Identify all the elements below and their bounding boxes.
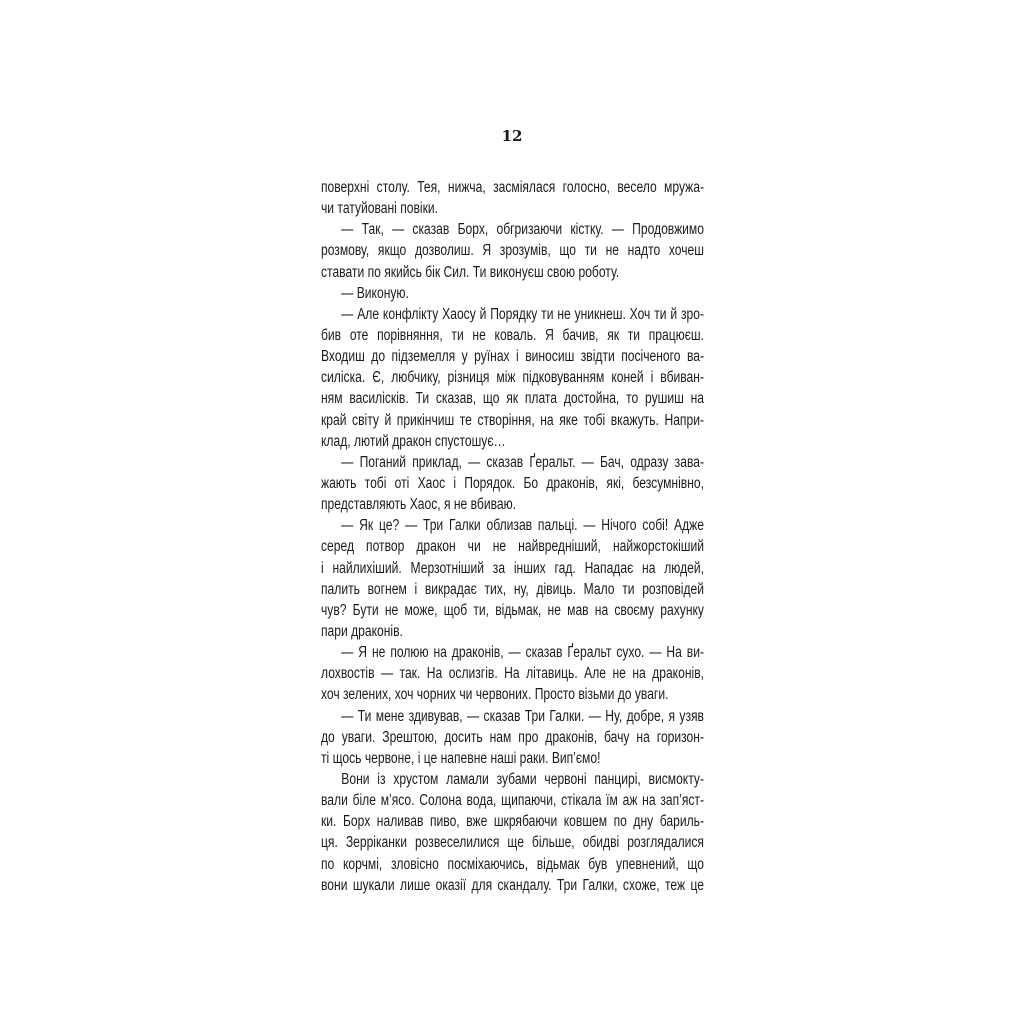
text-line: поверхні столу. Тея, нижча, засміялася голосно, весело мружа-	[321, 179, 704, 196]
text-line: лохвостів — так. На ослизгів. На літавиць. Але не на драконів,	[321, 665, 704, 683]
text-line: до уваги. Зрештою, досить нам про драконів, бачу на горизон-	[321, 728, 704, 746]
text-line: Вони із хрустом ламали зубами червоні панцирі, висмокту-	[341, 770, 704, 788]
text-line: пари драконів.	[321, 622, 403, 640]
text-line: представляють Хаос, я не вбиваю.	[321, 496, 517, 514]
text-line: чи татуйовані повіки.	[321, 200, 438, 218]
text-line: серед потвор дракон чи не найвредніший, найжорстокіший	[321, 538, 704, 556]
text-line: Входиш до підземелля у руїнах і виносиш звідти посіченого ва-	[321, 348, 704, 366]
text-line: силіска. Є, любчику, різниця між підковуванням коней і вбиван-	[321, 369, 704, 387]
text-line: ця. Зерріканки розвеселилися ще більше, обидві розглядалися	[321, 834, 704, 852]
text-line: — Але конфлікту Хаосу й Порядку ти не уникнеш. Хоч ти й зро-	[341, 305, 704, 323]
text-line: вали біле м’ясо. Солона вода, щипаючи, стікала їм аж на зап’яст-	[321, 792, 704, 810]
text-line: чув? Бути не може, щоб ти, відьмак, не мав на своєму рахунку	[321, 601, 704, 619]
text-line: вони шукали лише оказії для скандалу. Три Галки, схоже, теж це	[321, 876, 704, 894]
text-line: бив оте порівняння, ти не коваль. Я бачив, як ти працюєш.	[321, 326, 704, 344]
text-line: — Виконую.	[341, 284, 409, 302]
text-line: край світу й прикінчиш те створіння, на яке тобі вкажуть. Напри-	[321, 411, 704, 429]
text-line: палить вогнем і викрадає тих, ну, дівиць. Мало ти розповідей	[321, 580, 704, 598]
text-line: ставати по якийсь бік Сил. Ти виконуєш свою роботу.	[321, 263, 620, 281]
text-line: — Ти мене здивував, — сказав Три Галки. — Ну, добре, я узяв	[341, 707, 704, 725]
text-line: — Поганий приклад, — сказав Ґеральт. — Бач, одразу зава-	[341, 453, 704, 471]
text-line: — Як це? — Три Галки облизав пальці. — Нічого собі! Адже	[341, 517, 704, 535]
text-line: ням василісків. Ти сказав, що як плата достойна, то рушиш на	[321, 390, 704, 408]
text-line: — Я не полюю на драконів, — сказав Ґеральт сухо. — На ви-	[341, 644, 704, 662]
text-line: розмову, якщо дозволиш. Я зрозумів, що ти не надто хочеш	[321, 242, 704, 260]
body-text	[321, 177, 704, 896]
text-line: і найлихіший. Мерзотніший за інших гад. Нападає на людей,	[321, 559, 704, 577]
page-number: 12	[501, 127, 523, 145]
text-line: ки. Борх наливав пиво, вже шкрябаючи ковшем по дну бариль-	[321, 813, 704, 831]
text-line: жають тобі оті Хаос і Порядок. Бо драконів, які, безсумнівно,	[321, 474, 704, 492]
text-line: ті щось червоне, і це напевне наші раки. Вип’ємо!	[321, 749, 601, 767]
text-line: хоч зелених, хоч чорних чи червоних. Просто візьми до уваги.	[321, 686, 669, 704]
text-line: по корчмі, зловісно посміхаючись, відьмак був упевнений, що	[321, 855, 704, 873]
text-line: — Так, — сказав Борх, обгризаючи кістку. — Продовжимо	[341, 221, 704, 239]
text-line: клад, лютий дракон спустошує…	[321, 432, 506, 450]
